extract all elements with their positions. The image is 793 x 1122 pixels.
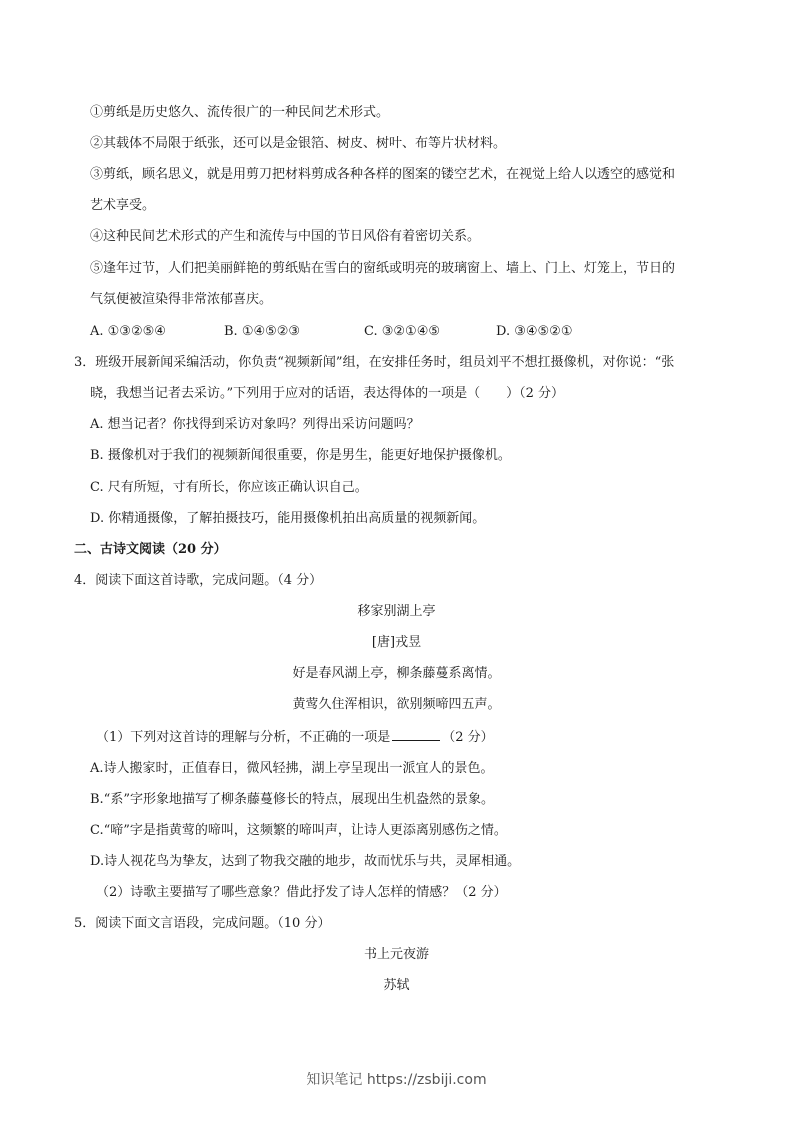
q4-option-d: D.诗人视花鸟为挚友，达到了物我交融的地步，故而忧乐与共，灵犀相通。	[90, 854, 521, 869]
poem-title: 移家别湖上亭	[357, 604, 436, 619]
poem-author: [唐]戎昱	[371, 635, 422, 650]
poem-line-1: 好是春风湖上亭，柳条藤蔓系离情。	[292, 666, 501, 681]
q3-stem-line1: 3．班级开展新闻采编活动，你负责“视频新闻”组，在安排任务时，组员刘平不想扛摄像机，对你说：“张	[74, 355, 675, 370]
sentence-2: ②其载体不局限于纸张，还可以是金银箔、树皮、树叶、布等片状材料。	[90, 136, 507, 151]
section-2-heading: 二、古诗文阅读（20 分）	[74, 542, 227, 557]
q5-title: 书上元夜游	[363, 947, 429, 962]
q2-option-a: A. ①③②⑤④	[90, 324, 166, 339]
q4-stem: 4．阅读下面这首诗歌，完成问题。（4 分）	[74, 573, 323, 588]
q4-option-a: A.诗人搬家时，正值春日，微风轻拂，湖上亭呈现出一派宜人的景色。	[90, 761, 494, 776]
q3-option-b: B. 摄像机对于我们的视频新闻很重要，你是男生，能更好地保护摄像机。	[90, 448, 511, 463]
footer-watermark: 知识笔记 https://zsbiji.com	[306, 1072, 487, 1088]
sentence-5-line1: ⑤逢年过节，人们把美丽鲜艳的剪纸贴在雪白的窗纸或明亮的玻璃窗上、墙上、门上、灯笼上，节日的	[90, 261, 676, 276]
q3-option-a: A. 想当记者？你找得到采访对象吗？列得出采访问题吗？	[90, 417, 420, 432]
poem-line-2: 黄莺久住浑相识，欲别频啼四五声。	[292, 697, 501, 712]
q2-options	[90, 323, 710, 341]
q4-option-c: C.“啼”字是指黄莺的啼叫，这频繁的啼叫声，让诗人更添离别感伤之情。	[90, 823, 507, 838]
q3-stem-line2: 晓，我想当记者去采访。”下列用于应对的话语，表达得体的一项是（ ）（2 分）	[90, 386, 565, 401]
answer-blank[interactable]	[392, 728, 440, 741]
q3-option-c: C. 尺有所短，寸有所长，你应该正确认识自己。	[90, 480, 368, 495]
q4-option-b: B.“系”字形象地描写了柳条藤蔓修长的特点，展现出生机盎然的景象。	[90, 792, 494, 807]
q4-sub2: （2）诗歌主要描写了哪些意象？借此抒发了诗人怎样的情感？（2 分）	[96, 885, 507, 900]
q2-option-d: D. ③④⑤②①	[496, 324, 573, 339]
q2-option-c: C. ③②①④⑤	[364, 324, 441, 339]
q4-sub1-text: （1）下列对这首诗的理解与分析，不正确的一项是	[96, 730, 391, 745]
q5-stem: 5．阅读下面文言语段，完成问题。（10 分）	[74, 916, 331, 931]
sentence-3-line2: 艺术享受。	[90, 198, 156, 213]
sentence-1: ①剪纸是历史悠久、流传很广的一种民间艺术形式。	[90, 105, 390, 120]
q5-author: 苏轼	[383, 978, 410, 993]
q4-sub1-score: （2 分）	[442, 730, 494, 745]
sentence-3-line1: ③剪纸，顾名思义，就是用剪刀把材料剪成各种各样的图案的镂空艺术，在视觉上给人以透空的感觉和	[90, 167, 676, 182]
sentence-4: ④这种民间艺术形式的产生和流传与中国的节日风俗有着密切关系。	[90, 229, 481, 244]
q4-sub1	[96, 728, 494, 747]
q2-option-b: B. ①④⑤②③	[224, 324, 301, 339]
sentence-5-line2: 气氛便被渲染得非常浓郁喜庆。	[90, 292, 273, 307]
q3-option-d: D. 你精通摄像，了解拍摄技巧，能用摄像机拍出高质量的视频新闻。	[90, 511, 486, 526]
